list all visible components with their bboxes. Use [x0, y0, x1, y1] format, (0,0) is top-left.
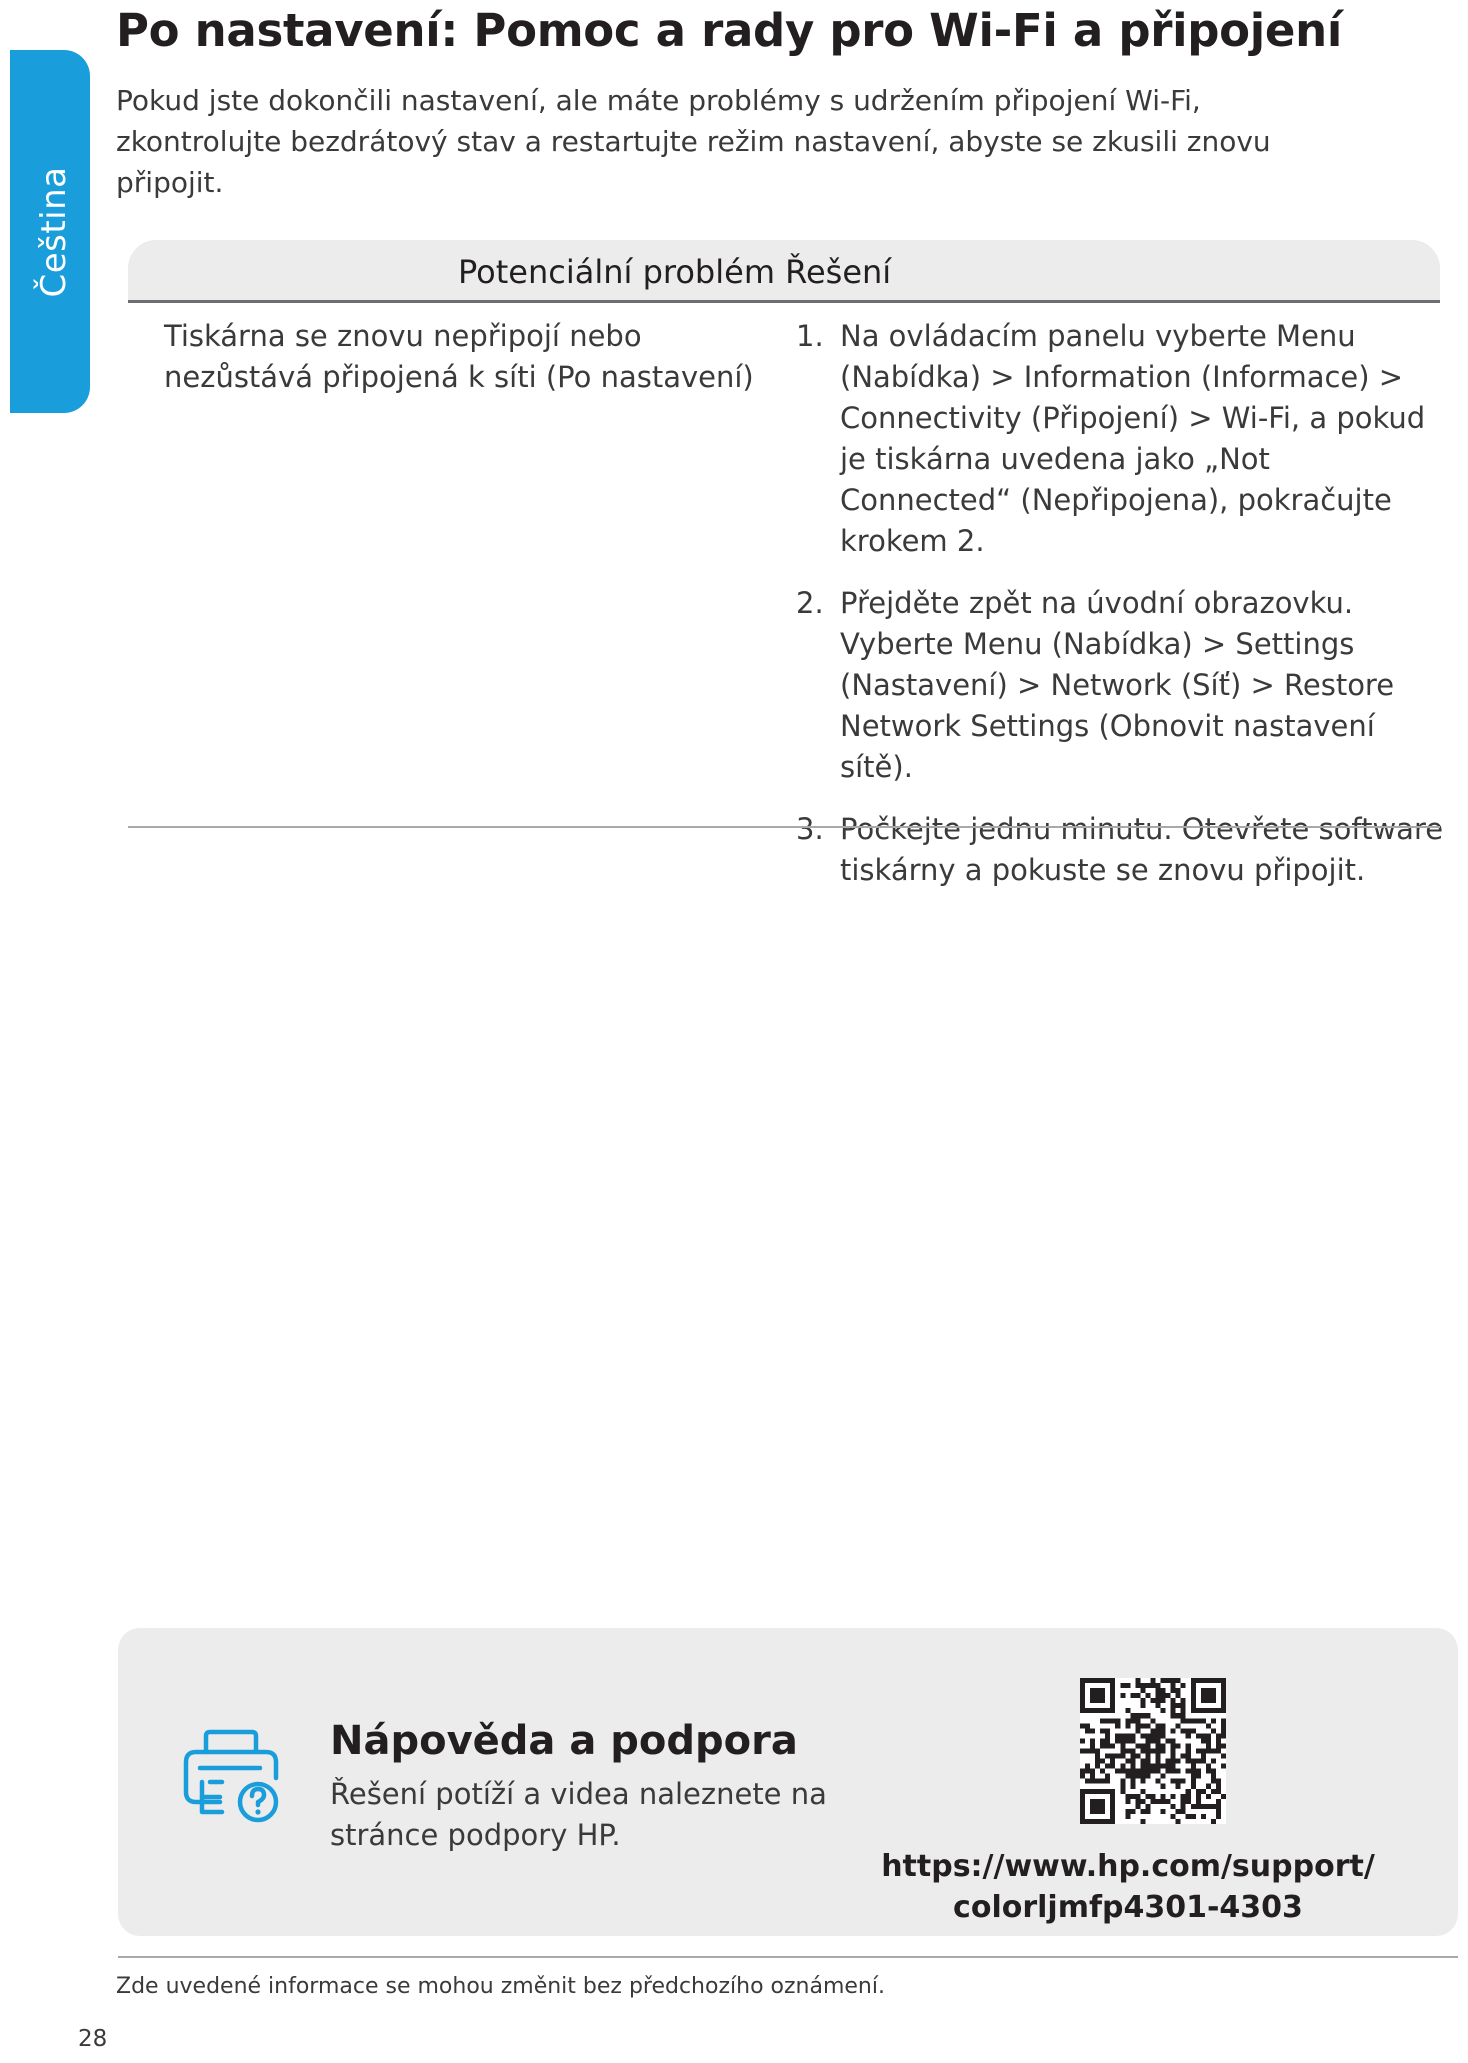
language-tab-label: Čeština: [34, 166, 74, 298]
solution-list: [796, 316, 1446, 912]
page-title: Po nastavení: Pomoc a rady pro Wi-Fi a připojení: [116, 4, 1343, 57]
solution-step: [796, 809, 1446, 891]
help-title: Nápověda a podpora: [330, 1718, 798, 1764]
problem-cell: Tiskárna se znovu nepřipojí nebo nezůstává připojená k síti (Po nastavení): [164, 319, 754, 394]
step-text: Na ovládacím panelu vyberte Menu (Nabídka) > Information (Informace) > Connectivity (Připojení) > Wi-Fi, a pokud je tiskárna uvedena jako „Not Connected“ (Nepřipojena), pokračujte krokem 2.: [840, 319, 1426, 558]
table-header: [128, 240, 1440, 303]
table-bottom-rule: [128, 826, 1440, 828]
step-number: 3.: [796, 812, 824, 846]
footer-rule: [118, 1956, 1458, 1958]
intro-paragraph: Pokud jste dokončili nastavení, ale máte problémy s udržením připojení Wi-Fi, zkontrolujte bezdrátový stav a restartujte režim nastavení, abyste se zkusili znovu připojit.: [116, 84, 1271, 199]
solution-step: [796, 583, 1446, 788]
help-text: Řešení potíží a videa naleznete na stránce podpory HP.: [330, 1777, 827, 1852]
step-text: Přejděte zpět na úvodní obrazovku. Vyberte Menu (Nabídka) > Settings (Nastavení) > Network (Síť) > Restore Network Settings (Obnovit nastavení sítě).: [840, 586, 1395, 784]
page-number: 28: [78, 2026, 108, 2052]
solution-step: [796, 316, 1446, 562]
disclaimer: Zde uvedené informace se mohou změnit bez předchozího oznámení.: [116, 1974, 885, 1999]
qr-code-image: [1080, 1678, 1226, 1824]
support-url[interactable]: [878, 1846, 1378, 1928]
step-text: Počkejte jednu minutu. Otevřete software tiskárny a pokuste se znovu připojit.: [840, 812, 1444, 887]
support-url-line2[interactable]: colorljmfp4301-4303: [953, 1890, 1303, 1925]
help-support-box: [118, 1628, 1458, 1936]
table-header-label: Potenciální problém Řešení: [458, 253, 892, 291]
support-url-line1[interactable]: https://www.hp.com/support/: [881, 1849, 1375, 1884]
step-number: 2.: [796, 586, 824, 620]
printer-help-icon: [180, 1726, 290, 1826]
step-number: 1.: [796, 319, 824, 353]
